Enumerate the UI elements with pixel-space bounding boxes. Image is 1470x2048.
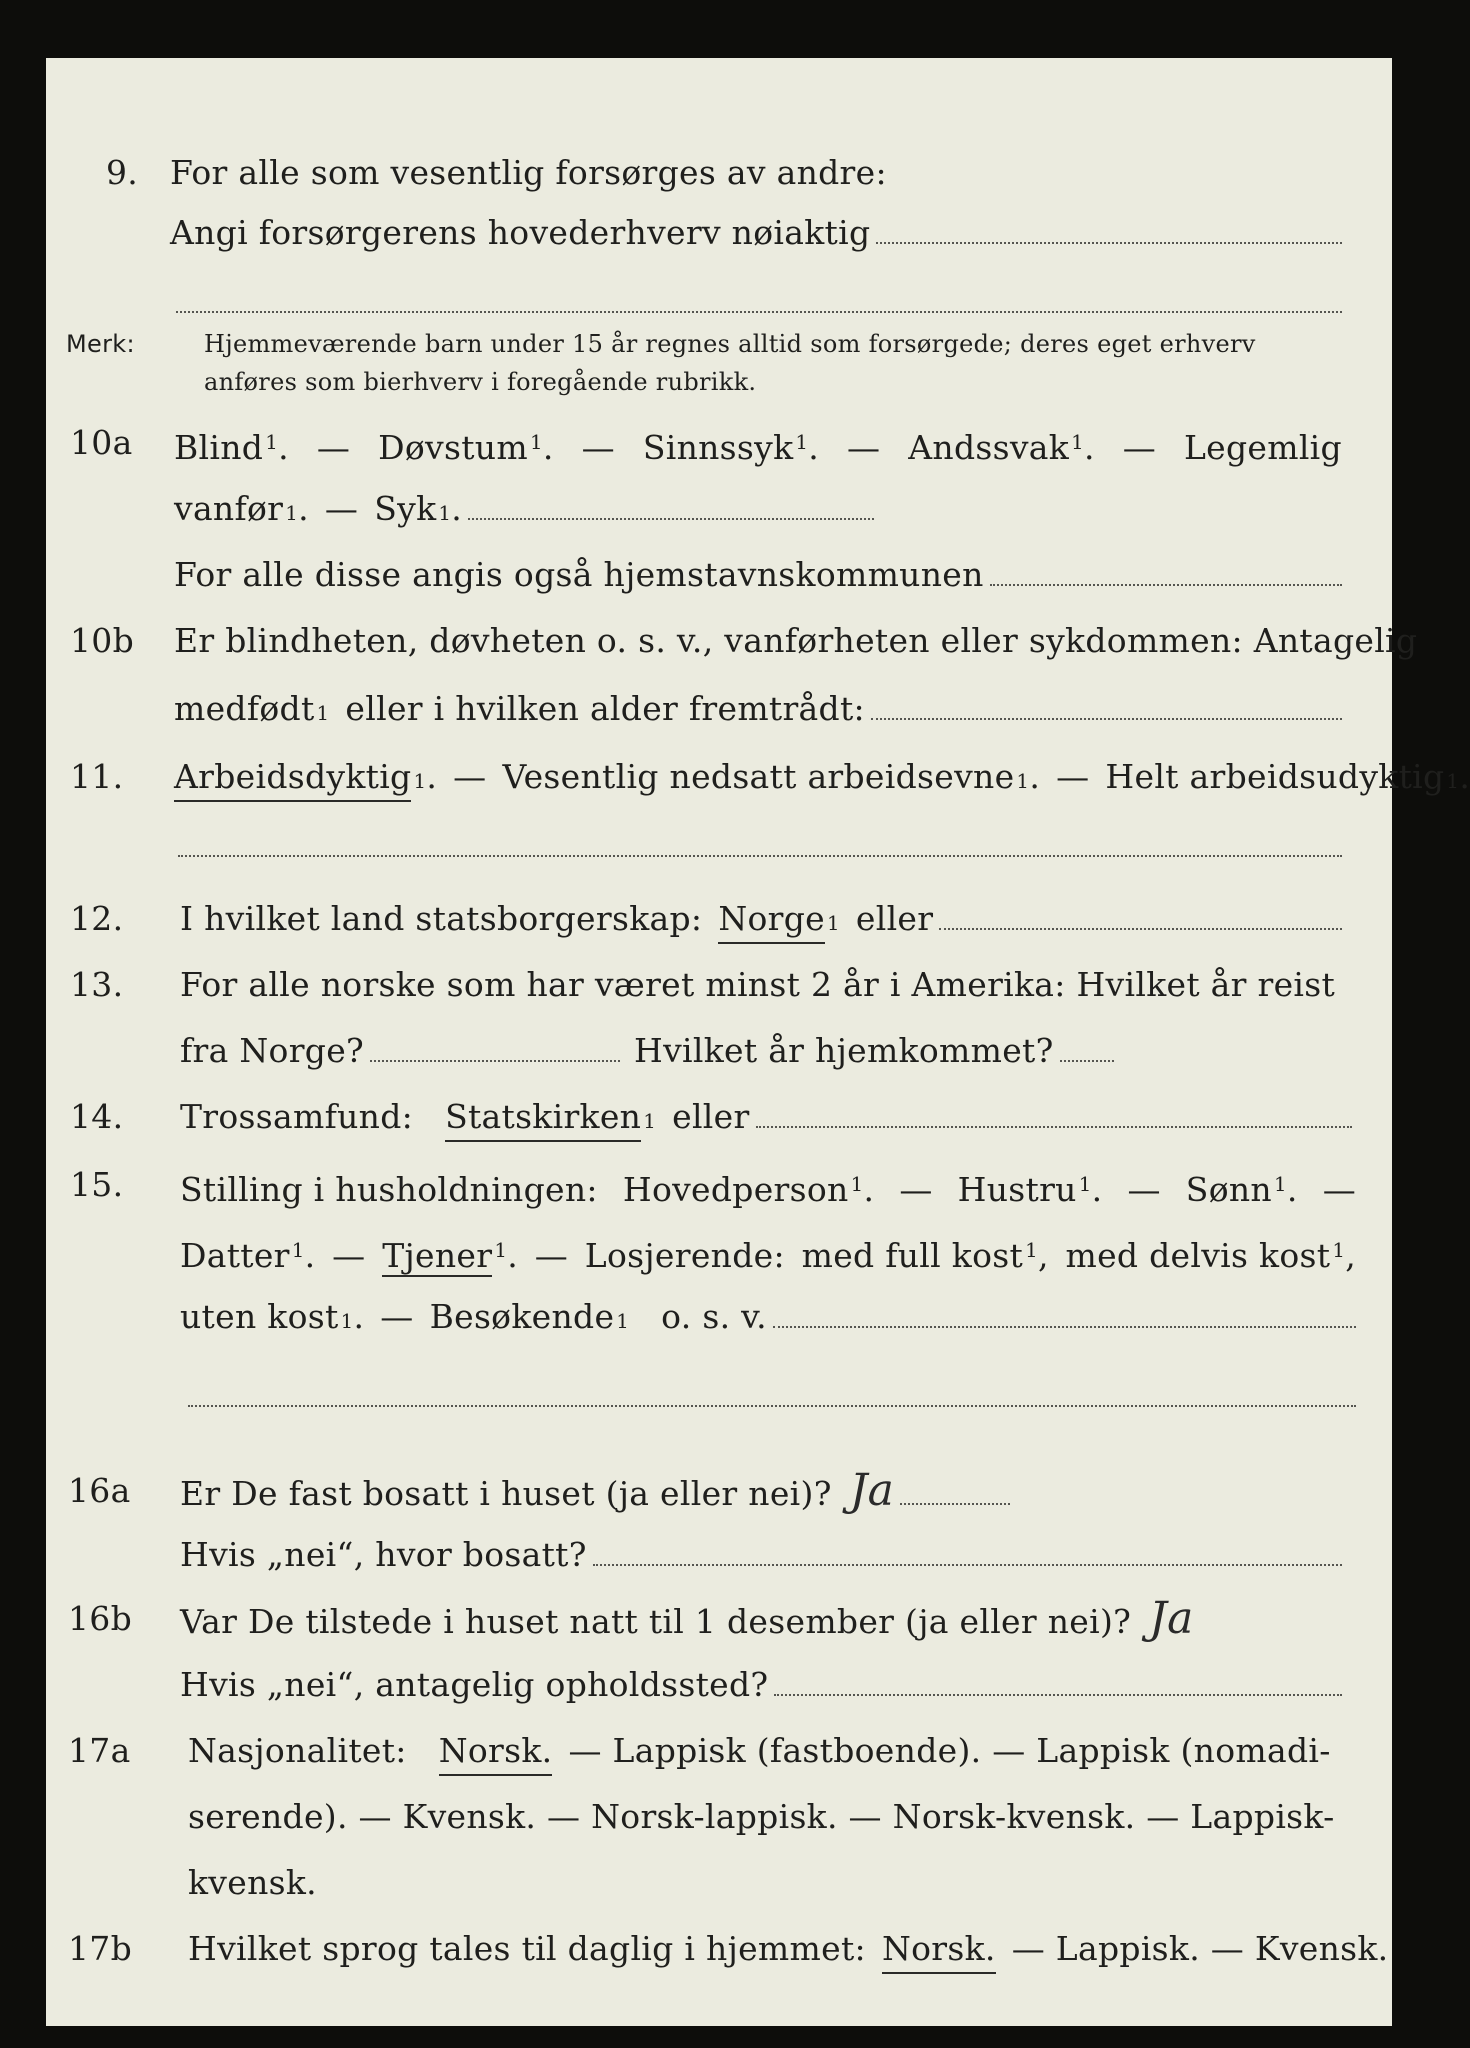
q14-text: Trossamfund: — [180, 1097, 414, 1136]
q16a-text2: Hvis „nei“, hvor bosatt? — [180, 1535, 587, 1574]
opt-andssvak: Andssvak — [908, 428, 1070, 467]
opt-nedsatt: Vesentlig nedsatt arbeidsevne — [502, 757, 1015, 796]
opt-hovedperson: Hovedperson — [622, 1170, 849, 1209]
merk-label: Merk: — [66, 330, 135, 358]
q13-hjemkommet-field[interactable] — [1060, 1059, 1114, 1062]
q10b-number: 10b — [70, 621, 135, 660]
opt-blind: Blind — [174, 428, 264, 467]
merk-text2: anføres som bierhverv i foregående rubrikk. — [204, 368, 757, 396]
q16b-number: 16b — [68, 1599, 133, 1638]
opt-besokende: Besøkende — [429, 1297, 615, 1336]
q9-extra-field[interactable] — [176, 310, 1342, 313]
q16b-text2: Hvis „nei“, antagelig opholdssted? — [180, 1665, 769, 1704]
opt-sinnssyk: Sinnssyk — [642, 428, 794, 467]
q9-answer-field[interactable] — [876, 241, 1342, 244]
q17b-answer: Norsk. — [882, 1926, 996, 1974]
q17a-answer: Norsk. — [439, 1728, 553, 1776]
census-form-page: 9. For alle som vesentlig forsørges av andre: Angi forsørgerens hovederhverv nøiaktig Merk: Hjemmeværende barn under 15 år regnes alltid som forsørgede; deres eget erhverv anføres som bierhverv i foregående rubrikk. 10a Blind $^1$. — Døvstum $^1$. — Sinnssyk $^1$. — Andssvak $^1$. — Legemlig vanfør 1 . — Syk 1 . For alle disse angis også hjemstavnskommunen 10b Er blindheten, døvheten o. s. v., vanførheten eller sykdommen: Antagelig medfødt 1 eller i hvilken alder fremtrådt: 11. Arbeidsdyktig 1 . — Vesentlig nedsatt arbeidsevne 1 . — Helt arbeidsudyktig 1 . 12. I hvilket land statsborgerskap: Norge 1 eller 13. For alle norske som har været minst 2 år i Amerika: Hvilket år reist fra Norge? Hvilket år hjemkommet? 14. Trossamfund: Statskirken 1 eller 15. Stilling i husholdningen: Hovedperson $^1$. — Hustru $^1$. — Sønn $^1$. — Datter $^1$. — Tjener $^1$. — Losjerende: med full kost $^1$, med delvis kost $^1$, uten kost 1 . — Besøkende 1 o. s. v. 16a Er De fast bosatt i huset (ja eller nei)? Ja Hvis „nei“, hvor bosatt? 16b Var De tilstede i huset natt til 1 desember (ja eller nei)? Ja Hvis „nei“, antagelig opholdssted? 17a Nasjonalitet: Norsk. — Lappisk (fastboende). — Lappisk (nomadi- serende). — Kvensk. — Norsk-lappisk. — Norsk-kvensk. — Lappisk- kvensk. 17b Hvilket sprog tales til daglig i hjemmet: Norsk. — Lappisk. — Kvensk. — [46, 58, 1392, 2026]
q17a-text1a: Nasjonalitet: — [188, 1731, 407, 1770]
q11-extra-field[interactable] — [178, 854, 1342, 857]
q13-number: 13. — [70, 965, 124, 1004]
q12-answer-field[interactable] — [939, 927, 1342, 930]
q15-number: 15. — [70, 1165, 124, 1204]
q15-extra-field[interactable] — [188, 1404, 1356, 1407]
opt-full-kost: med full kost — [801, 1236, 1024, 1275]
opt-legemlig: Legemlig — [1183, 428, 1342, 467]
q13-text1: For alle norske som har været minst 2 år i Amerika: Hvilket år reist — [180, 965, 1336, 1004]
q12-number: 12. — [70, 899, 124, 938]
q17b-number: 17b — [68, 1929, 133, 1968]
q13-text2b: Hvilket år hjemkommet? — [634, 1031, 1054, 1070]
q12-text: I hvilket land statsborgerskap: — [180, 899, 703, 938]
q10a-syk-field[interactable] — [468, 517, 874, 520]
q9-text2: Angi forsørgerens hovederhverv nøiaktig — [170, 213, 871, 252]
opt-dovstum: Døvstum — [378, 428, 528, 467]
opt-delvis-kost: med delvis kost — [1065, 1236, 1331, 1275]
q10b-text2: eller i hvilken alder fremtrådt: — [345, 689, 865, 728]
q13-reist-field[interactable] — [370, 1059, 620, 1062]
q16b-handwritten-answer: Ja — [1149, 1593, 1194, 1644]
q15-answer-field[interactable] — [773, 1325, 1356, 1328]
q10a-text3: For alle disse angis også hjemstavnskommunen — [174, 555, 984, 594]
opt-sonn: Sønn — [1185, 1170, 1272, 1209]
q13-text2a: fra Norge? — [180, 1031, 365, 1070]
q14-answer-field[interactable] — [756, 1125, 1352, 1128]
q17b-text: Hvilket sprog tales til daglig i hjemmet: — [188, 1929, 866, 1968]
q14-answer: Statskirken — [445, 1094, 641, 1142]
q9-number: 9. — [106, 153, 139, 192]
q15-text3c: o. s. v. — [661, 1297, 767, 1336]
opt-datter: Datter — [180, 1236, 290, 1275]
q15-text1a: Stilling i husholdningen: — [180, 1170, 598, 1209]
opt-arbeidsdyktig: Arbeidsdyktig — [174, 754, 411, 802]
q17a-text1c: — Lappisk (fastboende). — Lappisk (nomadi- — [568, 1731, 1331, 1770]
opt-hustru: Hustru — [957, 1170, 1077, 1209]
q16b-text1: Var De tilstede i huset natt til 1 desember (ja eller nei)? — [180, 1602, 1132, 1641]
q16a-text1: Er De fast bosatt i huset (ja eller nei)? — [180, 1474, 832, 1513]
merk-text1: Hjemmeværende barn under 15 år regnes alltid som forsørgede; deres eget erhverv — [204, 330, 1256, 358]
q12-tail: eller — [855, 899, 934, 938]
q15-text2c: Losjerende: — [584, 1236, 785, 1275]
q9-text: For alle som vesentlig forsørges av andre: — [170, 153, 887, 192]
opt-medfodt: medfødt — [174, 689, 315, 728]
q10a-kommune-field[interactable] — [990, 583, 1342, 586]
opt-uten-kost: uten kost — [180, 1297, 339, 1336]
opt-vanfor: vanfør — [174, 489, 284, 528]
q10b-answer-field[interactable] — [871, 717, 1342, 720]
q16b-opholdssted-field[interactable] — [774, 1693, 1342, 1696]
opt-syk: Syk — [374, 489, 437, 528]
q14-tail: eller — [672, 1097, 750, 1136]
q17b-tail: — Lappisk. — Kvensk. — [1011, 1929, 1389, 1968]
q14-number: 14. — [70, 1097, 124, 1136]
q17a-number: 17a — [68, 1731, 131, 1770]
q10b-text1: Er blindheten, døvheten o. s. v., vanførheten eller sykdommen: Antagelig — [174, 621, 1418, 660]
q16a-handwritten-answer: Ja — [849, 1465, 895, 1516]
q10a-number: 10a — [70, 423, 133, 462]
q12-answer: Norge — [718, 896, 825, 944]
opt-udyktig: Helt arbeidsudyktig — [1105, 757, 1445, 796]
q16a-bosatt-field[interactable] — [593, 1563, 1342, 1566]
q16a-answer-field[interactable] — [900, 1502, 1010, 1505]
q16a-number: 16a — [68, 1471, 131, 1510]
q17a-text3: kvensk. — [188, 1863, 317, 1902]
q11-number: 11. — [70, 757, 124, 796]
opt-tjener: Tjener — [382, 1236, 493, 1275]
q17a-text2: serende). — Kvensk. — Norsk-lappisk. — Norsk-kvensk. — Lappisk- — [188, 1797, 1335, 1836]
